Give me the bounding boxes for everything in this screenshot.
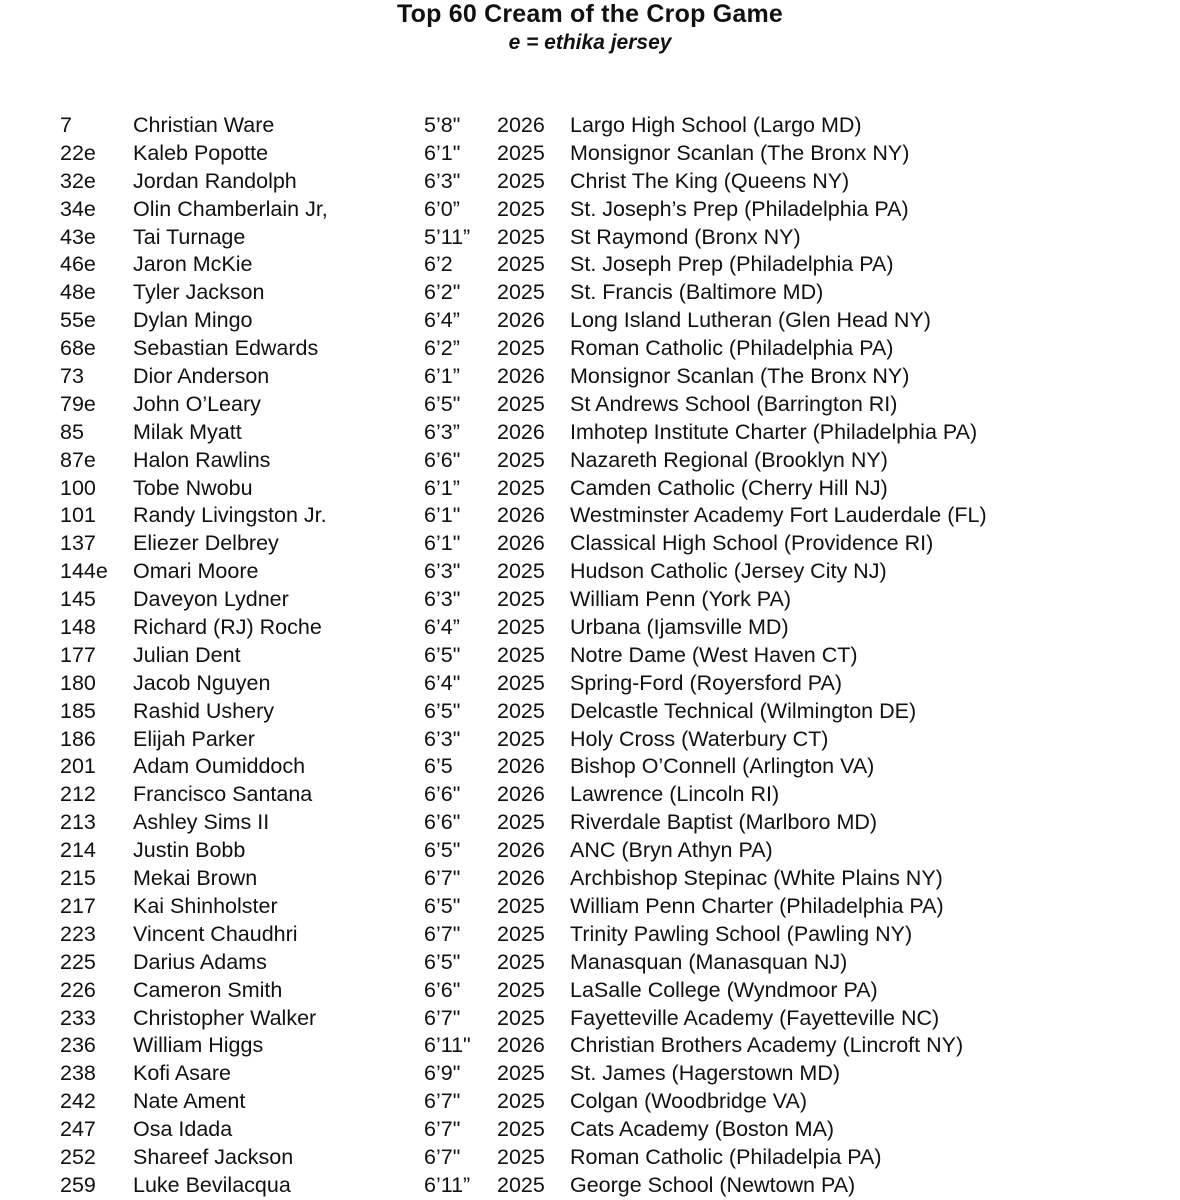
player-name: Daveyon Lydner [133,587,289,612]
player-school: Long Island Lutheran (Glen Head NY) [570,308,931,333]
player-number: 242 [60,1089,96,1114]
player-row [0,530,1180,558]
player-row [0,1088,1180,1116]
player-name: Kofi Asare [133,1061,231,1086]
player-height: 6’1" [424,531,461,556]
player-class-year: 2025 [497,280,545,305]
page-title: Top 60 Cream of the Crop Game [397,0,783,28]
player-class-year: 2026 [497,364,545,389]
player-row [0,251,1180,279]
player-school: Imhotep Institute Charter (Philadelphia PA) [570,419,978,444]
player-class-year: 2025 [497,252,545,277]
player-name: Cameron Smith [133,977,283,1002]
player-school: Cats Academy (Boston MA) [570,1117,835,1142]
player-height: 6’3" [424,726,461,751]
player-height: 6’7" [424,1144,461,1169]
player-height: 6’11” [424,1172,471,1197]
player-height: 6’7" [424,1089,461,1114]
player-height: 6’4” [424,615,460,640]
player-number: 32e [60,168,96,193]
player-name: Tobe Nwobu [133,475,253,500]
player-height: 6’7" [424,866,461,891]
player-row [0,1116,1180,1144]
player-class-year: 2025 [497,949,545,974]
player-school: Fayetteville Academy (Fayetteville NC) [570,1005,940,1030]
player-name: Dior Anderson [133,364,270,389]
player-number: 247 [60,1117,96,1142]
player-name: John O’Leary [133,391,261,416]
player-class-year: 2025 [497,168,545,193]
player-school: Holy Cross (Waterbury CT) [570,726,829,751]
player-row [0,335,1180,363]
player-name: Kai Shinholster [133,893,278,918]
player-school: Christian Brothers Academy (Lincroft NY) [570,1033,964,1058]
player-class-year: 2025 [497,196,545,221]
player-name: Christopher Walker [133,1005,317,1030]
player-number: 34e [60,196,96,221]
player-row [0,558,1180,586]
player-class-year: 2025 [497,1172,545,1197]
player-class-year: 2026 [497,531,545,556]
player-height: 6’5 [424,754,453,779]
player-name: Nate Ament [133,1089,246,1114]
player-number: 223 [60,921,96,946]
player-number: 85 [60,419,84,444]
player-class-year: 2025 [497,642,545,667]
player-row [0,279,1180,307]
player-number: 226 [60,977,96,1002]
player-row [0,447,1180,475]
player-school: Manasquan (Manasquan NJ) [570,949,848,974]
player-row [0,837,1180,865]
player-school: St. Joseph Prep (Philadelphia PA) [570,252,894,277]
player-school: Urbana (Ijamsville MD) [570,615,789,640]
player-number: 214 [60,838,96,863]
player-school: Colgan (Woodbridge VA) [570,1089,808,1114]
player-school: Lawrence (Lincoln RI) [570,782,780,807]
player-class-year: 2025 [497,1089,545,1114]
player-number: 233 [60,1005,96,1030]
player-row [0,419,1180,447]
player-number: 201 [60,754,96,779]
player-school: Delcastle Technical (Wilmington DE) [570,698,917,723]
player-class-year: 2025 [497,977,545,1002]
player-row [0,586,1180,614]
player-height: 6’5" [424,949,461,974]
player-row [0,614,1180,642]
player-number: 137 [60,531,96,556]
player-height: 6’7" [424,921,461,946]
player-name: Osa Idada [133,1117,233,1142]
player-row [0,1032,1180,1060]
player-number: 48e [60,280,96,305]
player-school: Christ The King (Queens NY) [570,168,850,193]
player-class-year: 2025 [497,224,545,249]
player-class-year: 2025 [497,810,545,835]
player-row [0,224,1180,252]
player-name: Jaron McKie [133,252,253,277]
player-height: 6’7" [424,1005,461,1030]
player-school: George School (Newtown PA) [570,1172,856,1197]
player-number: 144e [60,559,108,584]
player-school: Roman Catholic (Philadelphia PA) [570,336,894,361]
player-height: 6’3" [424,559,461,584]
player-height: 6’2” [424,336,460,361]
player-number: 101 [60,503,96,528]
player-name: Sebastian Edwards [133,336,319,361]
player-number: 177 [60,642,96,667]
player-name: Milak Myatt [133,419,242,444]
player-class-year: 2026 [497,782,545,807]
player-school: St Andrews School (Barrington RI) [570,391,898,416]
player-row [0,753,1180,781]
player-height: 6’3" [424,168,461,193]
player-school: Trinity Pawling School (Pawling NY) [570,921,913,946]
player-school: Roman Catholic (Philadelpia PA) [570,1144,882,1169]
player-height: 6’1" [424,503,461,528]
player-name: Julian Dent [133,642,241,667]
player-class-year: 2025 [497,336,545,361]
player-row [0,949,1180,977]
player-school: Largo High School (Largo MD) [570,113,862,137]
player-height: 6’2" [424,280,461,305]
player-number: 212 [60,782,96,807]
player-height: 6’3” [424,419,460,444]
player-number: 7 [60,113,72,137]
player-school: Bishop O’Connell (Arlington VA) [570,754,875,779]
player-height: 5’11” [424,224,471,249]
player-height: 5’8" [424,113,461,137]
player-school: Westminster Academy Fort Lauderdale (FL) [570,503,987,528]
player-height: 6’5" [424,391,461,416]
player-class-year: 2025 [497,726,545,751]
player-number: 68e [60,336,96,361]
player-class-year: 2025 [497,587,545,612]
player-row [0,1005,1180,1033]
player-number: 73 [60,364,84,389]
player-height: 6’5" [424,698,461,723]
player-school: Monsignor Scanlan (The Bronx NY) [570,364,910,389]
player-name: Vincent Chaudhri [133,921,298,946]
player-row [0,893,1180,921]
player-height: 6’1” [424,364,460,389]
player-number: 215 [60,866,96,891]
player-row [0,307,1180,335]
player-row [0,1144,1180,1172]
player-class-year: 2026 [497,1033,545,1058]
player-row [0,726,1180,754]
player-height: 6’1" [424,140,461,165]
player-row [0,168,1180,196]
player-name: Francisco Santana [133,782,313,807]
player-school: Archbishop Stepinac (White Plains NY) [570,866,943,891]
player-number: 55e [60,308,96,333]
player-row [0,391,1180,419]
player-row [0,642,1180,670]
player-row [0,1172,1180,1200]
player-school: ANC (Bryn Athyn PA) [570,838,773,863]
player-name: Luke Bevilacqua [133,1172,291,1197]
player-number: 87e [60,447,96,472]
player-row [0,977,1180,1005]
player-height: 6’4" [424,670,461,695]
player-school: William Penn (York PA) [570,587,792,612]
player-name: Kaleb Popotte [133,140,269,165]
player-school: Monsignor Scanlan (The Bronx NY) [570,140,910,165]
player-school: St. Francis (Baltimore MD) [570,280,824,305]
player-class-year: 2026 [497,503,545,528]
player-number: 225 [60,949,96,974]
player-number: 148 [60,615,96,640]
player-name: Christian Ware [133,113,275,137]
player-row [0,865,1180,893]
player-class-year: 2025 [497,475,545,500]
player-name: Ashley Sims II [133,810,270,835]
player-name: Dylan Mingo [133,308,253,333]
player-number: 186 [60,726,96,751]
player-class-year: 2025 [497,921,545,946]
player-class-year: 2026 [497,419,545,444]
player-height: 6’9" [424,1061,461,1086]
player-height: 6’6" [424,810,461,835]
player-number: 100 [60,475,96,500]
player-number: 213 [60,810,96,835]
player-school: Classical High School (Providence RI) [570,531,934,556]
player-row [0,502,1180,530]
player-number: 79e [60,391,96,416]
player-school: Camden Catholic (Cherry Hill NJ) [570,475,888,500]
player-school: St. James (Hagerstown MD) [570,1061,841,1086]
player-number: 236 [60,1033,96,1058]
player-name: Tyler Jackson [133,280,265,305]
player-school: Riverdale Baptist (Marlboro MD) [570,810,878,835]
player-school: Hudson Catholic (Jersey City NJ) [570,559,887,584]
player-number: 185 [60,698,96,723]
player-name: Justin Bobb [133,838,246,863]
player-school: St Raymond (Bronx NY) [570,224,801,249]
player-row [0,475,1180,503]
player-height: 6’7" [424,1117,461,1142]
player-number: 43e [60,224,96,249]
player-class-year: 2026 [497,838,545,863]
player-roster [0,112,1180,1200]
player-class-year: 2025 [497,1061,545,1086]
player-school: Notre Dame (West Haven CT) [570,642,858,667]
player-class-year: 2025 [497,1144,545,1169]
player-number: 259 [60,1172,96,1197]
player-height: 6’1” [424,475,460,500]
player-class-year: 2025 [497,698,545,723]
player-row [0,140,1180,168]
player-row [0,809,1180,837]
player-height: 6’6" [424,782,461,807]
player-name: Randy Livingston Jr. [133,503,327,528]
player-name: Shareef Jackson [133,1144,294,1169]
player-height: 6’3" [424,587,461,612]
player-height: 6’5" [424,642,461,667]
player-height: 6’6" [424,447,461,472]
player-name: Rashid Ushery [133,698,274,723]
player-row [0,921,1180,949]
player-school: William Penn Charter (Philadelphia PA) [570,893,944,918]
player-number: 252 [60,1144,96,1169]
player-class-year: 2026 [497,866,545,891]
player-row [0,363,1180,391]
player-number: 22e [60,140,96,165]
player-row [0,670,1180,698]
page-subtitle: e = ethika jersey [508,31,672,54]
player-number: 180 [60,670,96,695]
player-number: 238 [60,1061,96,1086]
player-class-year: 2025 [497,1005,545,1030]
player-row [0,1060,1180,1088]
player-name: Elijah Parker [133,726,255,751]
player-class-year: 2025 [497,1117,545,1142]
player-class-year: 2025 [497,615,545,640]
player-row [0,196,1180,224]
player-name: Mekai Brown [133,866,258,891]
player-school: Nazareth Regional (Brooklyn NY) [570,447,888,472]
player-name: William Higgs [133,1033,264,1058]
player-row [0,781,1180,809]
player-class-year: 2025 [497,447,545,472]
player-height: 6’5" [424,838,461,863]
player-name: Jordan Randolph [133,168,297,193]
player-row [0,698,1180,726]
player-school: LaSalle College (Wyndmoor PA) [570,977,878,1002]
player-name: Eliezer Delbrey [133,531,279,556]
player-school: Spring-Ford (Royersford PA) [570,670,843,695]
player-school: St. Joseph’s Prep (Philadelphia PA) [570,196,909,221]
player-class-year: 2025 [497,391,545,416]
player-class-year: 2026 [497,754,545,779]
player-class-year: 2026 [497,308,545,333]
player-height: 6’5" [424,893,461,918]
player-class-year: 2026 [497,113,545,137]
player-height: 6’11" [424,1033,471,1058]
player-row [0,112,1180,140]
player-class-year: 2025 [497,670,545,695]
player-height: 6’6" [424,977,461,1002]
player-number: 145 [60,587,96,612]
player-name: Jacob Nguyen [133,670,271,695]
player-name: Richard (RJ) Roche [133,615,322,640]
player-height: 6’4” [424,308,460,333]
player-number: 217 [60,893,96,918]
player-name: Olin Chamberlain Jr, [133,196,328,221]
player-class-year: 2025 [497,893,545,918]
player-name: Darius Adams [133,949,267,974]
player-number: 46e [60,252,96,277]
player-name: Halon Rawlins [133,447,271,472]
player-name: Tai Turnage [133,224,246,249]
player-class-year: 2025 [497,140,545,165]
player-name: Omari Moore [133,559,259,584]
player-name: Adam Oumiddoch [133,754,306,779]
player-height: 6’2 [424,252,453,277]
player-height: 6’0” [424,196,460,221]
player-class-year: 2025 [497,559,545,584]
